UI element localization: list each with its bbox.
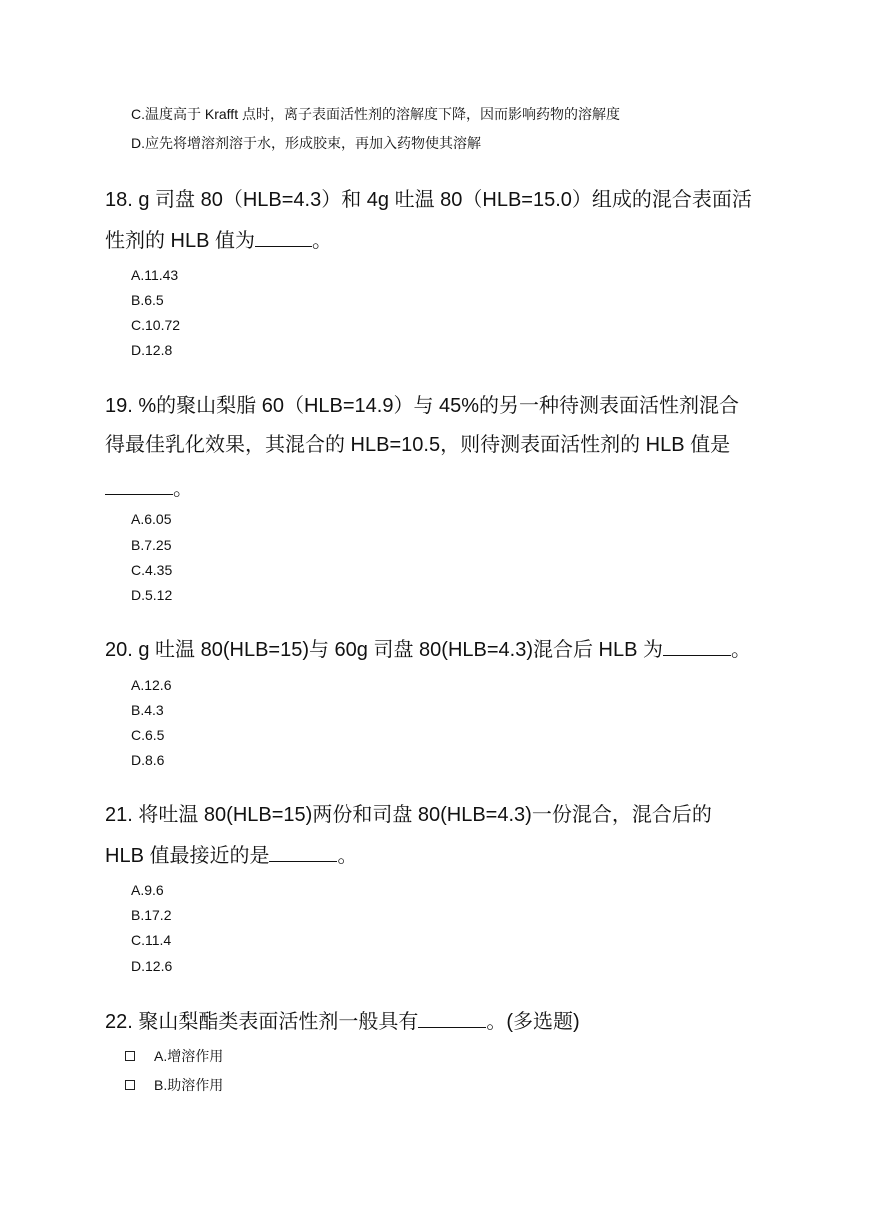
- q21-line2-end: 。: [337, 845, 358, 867]
- q20-option-a: A.12.6: [131, 677, 172, 693]
- q21-option-d: D.12.6: [131, 958, 173, 974]
- prev-option-c: C.温度高于 Krafft 点时，离子表面活性剂的溶解度下降，因而影响药物的溶解度: [131, 106, 620, 122]
- q22-line1-end: 。(多选题): [486, 1011, 580, 1033]
- q22-option-a-checkbox-icon[interactable]: [125, 1051, 135, 1061]
- q22-option-b: B.助溶作用: [154, 1077, 224, 1093]
- q21-text-line2: [105, 843, 357, 869]
- q21-line2-text: HLB 值最接近的是: [105, 845, 270, 867]
- q18-text-line1: 18. g 司盘 80（HLB=4.3）和 4g 吐温 80（HLB=15.0）组成的混合表面活: [105, 189, 752, 211]
- q18-answer-blank: [255, 228, 312, 247]
- q22-text-line1: [105, 1009, 580, 1035]
- q19-text-line1: 19. %的聚山梨脂 60（HLB=14.9）与 45%的另一种待测表面活性剂混合: [105, 395, 740, 417]
- q18-text-line2: [105, 228, 332, 254]
- q19-option-c: C.4.35: [131, 562, 173, 578]
- q19-answer-blank: [105, 476, 173, 495]
- q21-answer-blank: [269, 843, 337, 862]
- q18-option-c: C.10.72: [131, 317, 181, 333]
- prev-option-d: D.应先将增溶剂溶于水，形成胶束，再加入药物使其溶解: [131, 135, 481, 151]
- q20-line1-end: 。: [731, 639, 752, 661]
- q21-option-c: C.11.4: [131, 932, 172, 948]
- q20-option-c: C.6.5: [131, 727, 165, 743]
- q18-option-d: D.12.8: [131, 342, 173, 358]
- q18-line2-end: 。: [312, 230, 333, 252]
- q22-option-b-checkbox-icon[interactable]: [125, 1080, 135, 1090]
- q22-line1-text: 22. 聚山梨酯类表面活性剂一般具有: [105, 1011, 419, 1033]
- q20-line1-text: 20. g 吐温 80(HLB=15)与 60g 司盘 80(HLB=4.3)混合后 HLB 为: [105, 639, 664, 661]
- q20-text-line1: [105, 637, 751, 663]
- q19-line3-end: 。: [173, 478, 193, 500]
- q19-text-line2: 得最佳乳化效果，其混合的 HLB=10.5，则待测表面活性剂的 HLB 值是: [105, 434, 731, 456]
- q20-option-d: D.8.6: [131, 752, 165, 768]
- q20-answer-blank: [663, 637, 731, 656]
- q18-line2-text: 性剂的 HLB 值为: [105, 230, 256, 252]
- q18-option-a: A.11.43: [131, 267, 179, 283]
- q20-option-b: B.4.3: [131, 702, 164, 718]
- q19-option-b: B.7.25: [131, 537, 172, 553]
- q19-text-line3: [105, 476, 193, 502]
- q19-option-d: D.5.12: [131, 587, 173, 603]
- q21-text-line1: 21. 将吐温 80(HLB=15)两份和司盘 80(HLB=4.3)一份混合，混合后的: [105, 804, 712, 826]
- q19-option-a: A.6.05: [131, 511, 172, 527]
- q22-answer-blank: [418, 1009, 486, 1028]
- q21-option-b: B.17.2: [131, 907, 172, 923]
- q22-option-a: A.增溶作用: [154, 1048, 224, 1064]
- q21-option-a: A.9.6: [131, 882, 164, 898]
- q18-option-b: B.6.5: [131, 292, 164, 308]
